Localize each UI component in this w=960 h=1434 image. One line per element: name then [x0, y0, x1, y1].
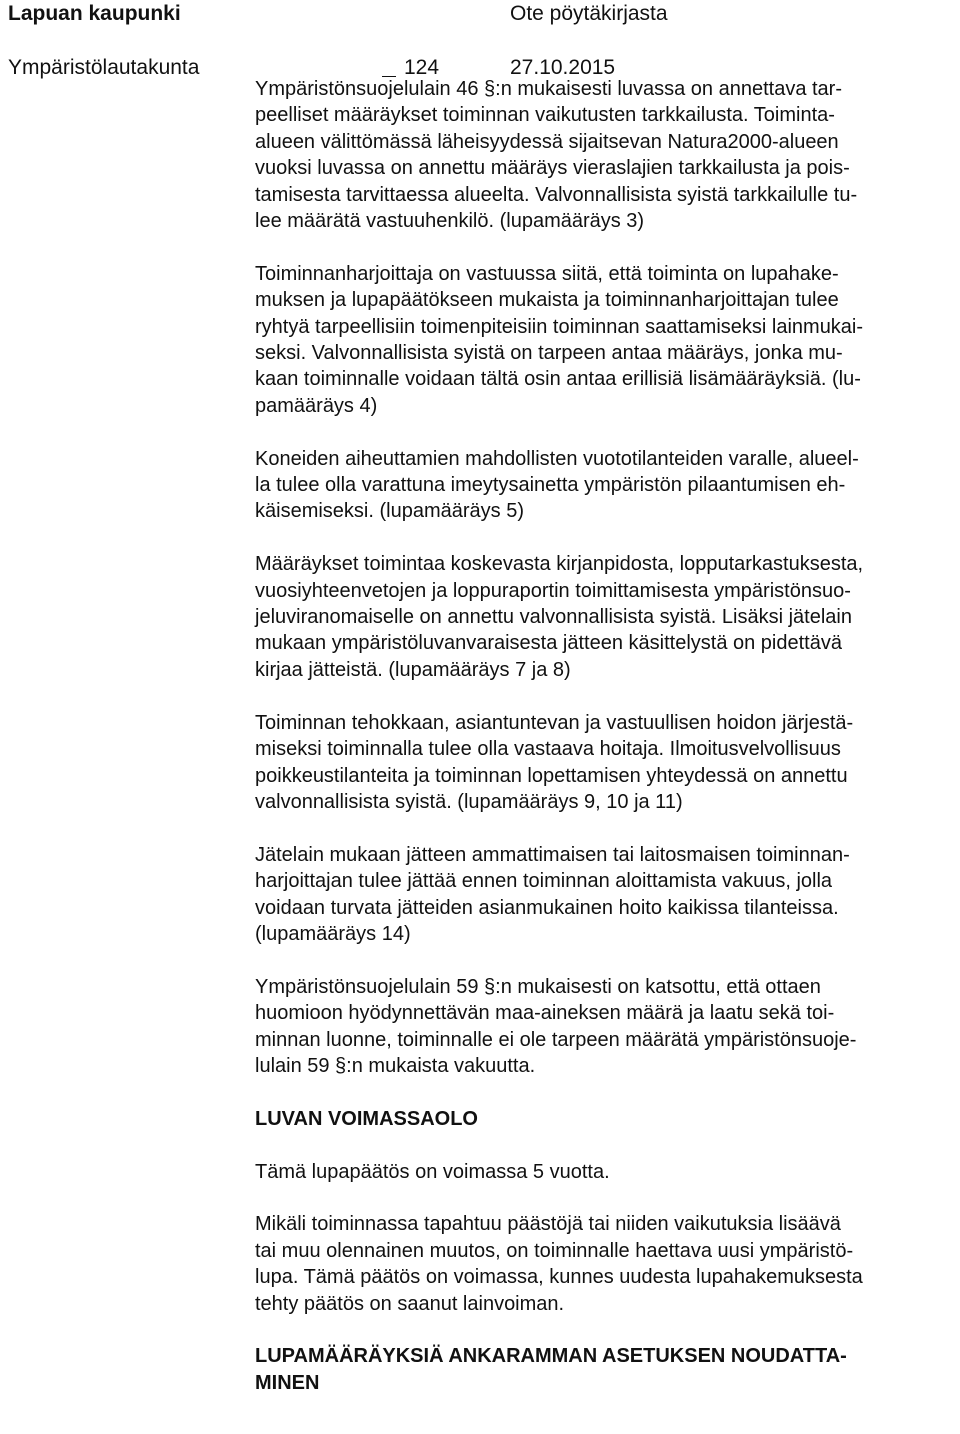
text-line: muksen ja lupapäätökseen mukaista ja toiminnanharjoittajan tulee — [255, 289, 839, 312]
body-paragraph — [255, 1211, 955, 1317]
section-heading — [255, 1106, 955, 1132]
text-line: valvonnallisista syistä. (lupamääräys 9, 10 ja 11) — [255, 790, 683, 813]
municipality-name: Lapuan kaupunki — [8, 2, 181, 25]
meeting-date: 27.10.2015 — [510, 56, 616, 79]
text-line: käisemiseksi. (lupamääräys 5) — [255, 500, 524, 523]
body-paragraph — [255, 551, 955, 683]
body-paragraph — [255, 710, 955, 816]
text-line: Ympäristönsuojelulain 46 §:n mukaisesti luvassa on annettava tar- — [255, 78, 842, 100]
text-line: voidaan turvata jätteiden asianmukainen hoito kaikissa tilanteissa. — [255, 896, 839, 919]
text-line: pamääräys 4) — [255, 394, 378, 417]
text-line: vuosiyhteenvetojen ja loppuraportin toimittamisesta ympäristönsuo- — [255, 579, 851, 602]
text-line: tai muu olennainen muutos, on toiminnalle haettava uusi ympäristö- — [255, 1239, 854, 1262]
text-line: (lupamääräys 14) — [255, 922, 411, 945]
text-line: Koneiden aiheuttamien mahdollisten vuototilanteiden varalle, alueel- — [255, 447, 859, 470]
body-paragraph — [255, 261, 955, 419]
text-line: Jätelain mukaan jätteen ammattimaisen tai laitosmaisen toiminnan- — [255, 843, 850, 866]
text-line: LUVAN VOIMASSAOLO — [255, 1107, 478, 1130]
document-type: Ote pöytäkirjasta — [510, 2, 668, 25]
text-line: kaan toiminnalle voidaan tältä osin antaa erillisiä lisämääräyksiä. (lu- — [255, 368, 861, 391]
board-name: Ympäristölautakunta — [8, 56, 200, 79]
text-line: tamisesta tarvittaessa alueelta. Valvonnallisista syistä tarkkailulle tu- — [255, 183, 858, 206]
text-line: poikkeustilanteita ja toiminnan lopettamisen yhteydessä on annettu — [255, 764, 848, 787]
page-number: 124 — [404, 56, 440, 79]
body-paragraph — [255, 974, 955, 1080]
text-line: Määräykset toimintaa koskevasta kirjanpidosta, lopputarkastuksesta, — [255, 553, 864, 576]
text-line: lupa. Tämä päätös on voimassa, kunnes uudesta lupahakemuksesta — [255, 1266, 863, 1289]
text-line: mukaan ympäristöluvanvaraisesta jätteen käsittelystä on pidettävä — [255, 632, 842, 655]
document-body — [255, 76, 955, 1423]
text-line: Toiminnanharjoittaja on vastuussa siitä, että toiminta on lupahake- — [255, 262, 839, 285]
text-line: tehty päätös on saanut lainvoiman. — [255, 1292, 565, 1315]
text-line: vuoksi luvassa on annettu määräys vieraslajien tarkkailusta ja pois- — [255, 157, 850, 180]
section-heading — [255, 1343, 955, 1396]
text-line: lee määrätä vastuuhenkilö. (lupamääräys 3) — [255, 210, 645, 233]
text-line: Tämä lupapäätös on voimassa 5 vuotta. — [255, 1160, 610, 1183]
body-paragraph — [255, 76, 955, 234]
text-line: jeluviranomaiselle on annettu valvonnallisista syistä. Lisäksi jätelain — [255, 606, 852, 629]
text-line: peelliset määräykset toiminnan vaikutusten tarkkailusta. Toiminta- — [255, 104, 835, 127]
text-line: Toiminnan tehokkaan, asiantuntevan ja vastuullisen hoidon järjestä- — [255, 711, 854, 734]
text-line: LUPAMÄÄRÄYKSIÄ ANKARAMMAN ASETUKSEN NOUDATTA- — [255, 1345, 847, 1368]
text-line: minnan luonne, toiminnalle ei ole tarpeen määrätä ympäristönsuoje- — [255, 1028, 857, 1051]
text-line: seksi. Valvonnallisista syistä on tarpeen antaa määräys, jonka mu- — [255, 342, 843, 365]
text-line: Mikäli toiminnassa tapahtuu päästöjä tai niiden vaikutuksia lisäävä — [255, 1213, 841, 1236]
text-line: alueen välittömässä läheisyydessä sijaitsevan Natura2000-alueen — [255, 130, 839, 153]
text-line: MINEN — [255, 1371, 320, 1394]
text-line: ryhtyä tarpeellisiin toimenpiteisiin toiminnan saattamiseksi lainmukai- — [255, 315, 864, 338]
text-line: harjoittajan tulee jättää ennen toiminnan aloittamista vakuus, jolla — [255, 870, 833, 893]
body-paragraph — [255, 1159, 955, 1185]
body-paragraph — [255, 842, 955, 948]
text-line: huomioon hyödynnettävän maa-aineksen määrä ja laatu sekä toi- — [255, 1002, 835, 1025]
body-paragraph — [255, 446, 955, 525]
text-line: kirjaa jätteistä. (lupamääräys 7 ja 8) — [255, 658, 571, 681]
text-line: lulain 59 §:n mukaista vakuutta. — [255, 1054, 536, 1077]
text-line: Ympäristönsuojelulain 59 §:n mukaisesti on katsottu, että ottaen — [255, 975, 821, 998]
text-line: miseksi toiminnalla tulee olla vastaava hoitaja. Ilmoitusvelvollisuus — [255, 738, 841, 761]
text-line: la tulee olla varattuna imeytysainetta ympäristön pilaantumisen eh- — [255, 474, 846, 497]
